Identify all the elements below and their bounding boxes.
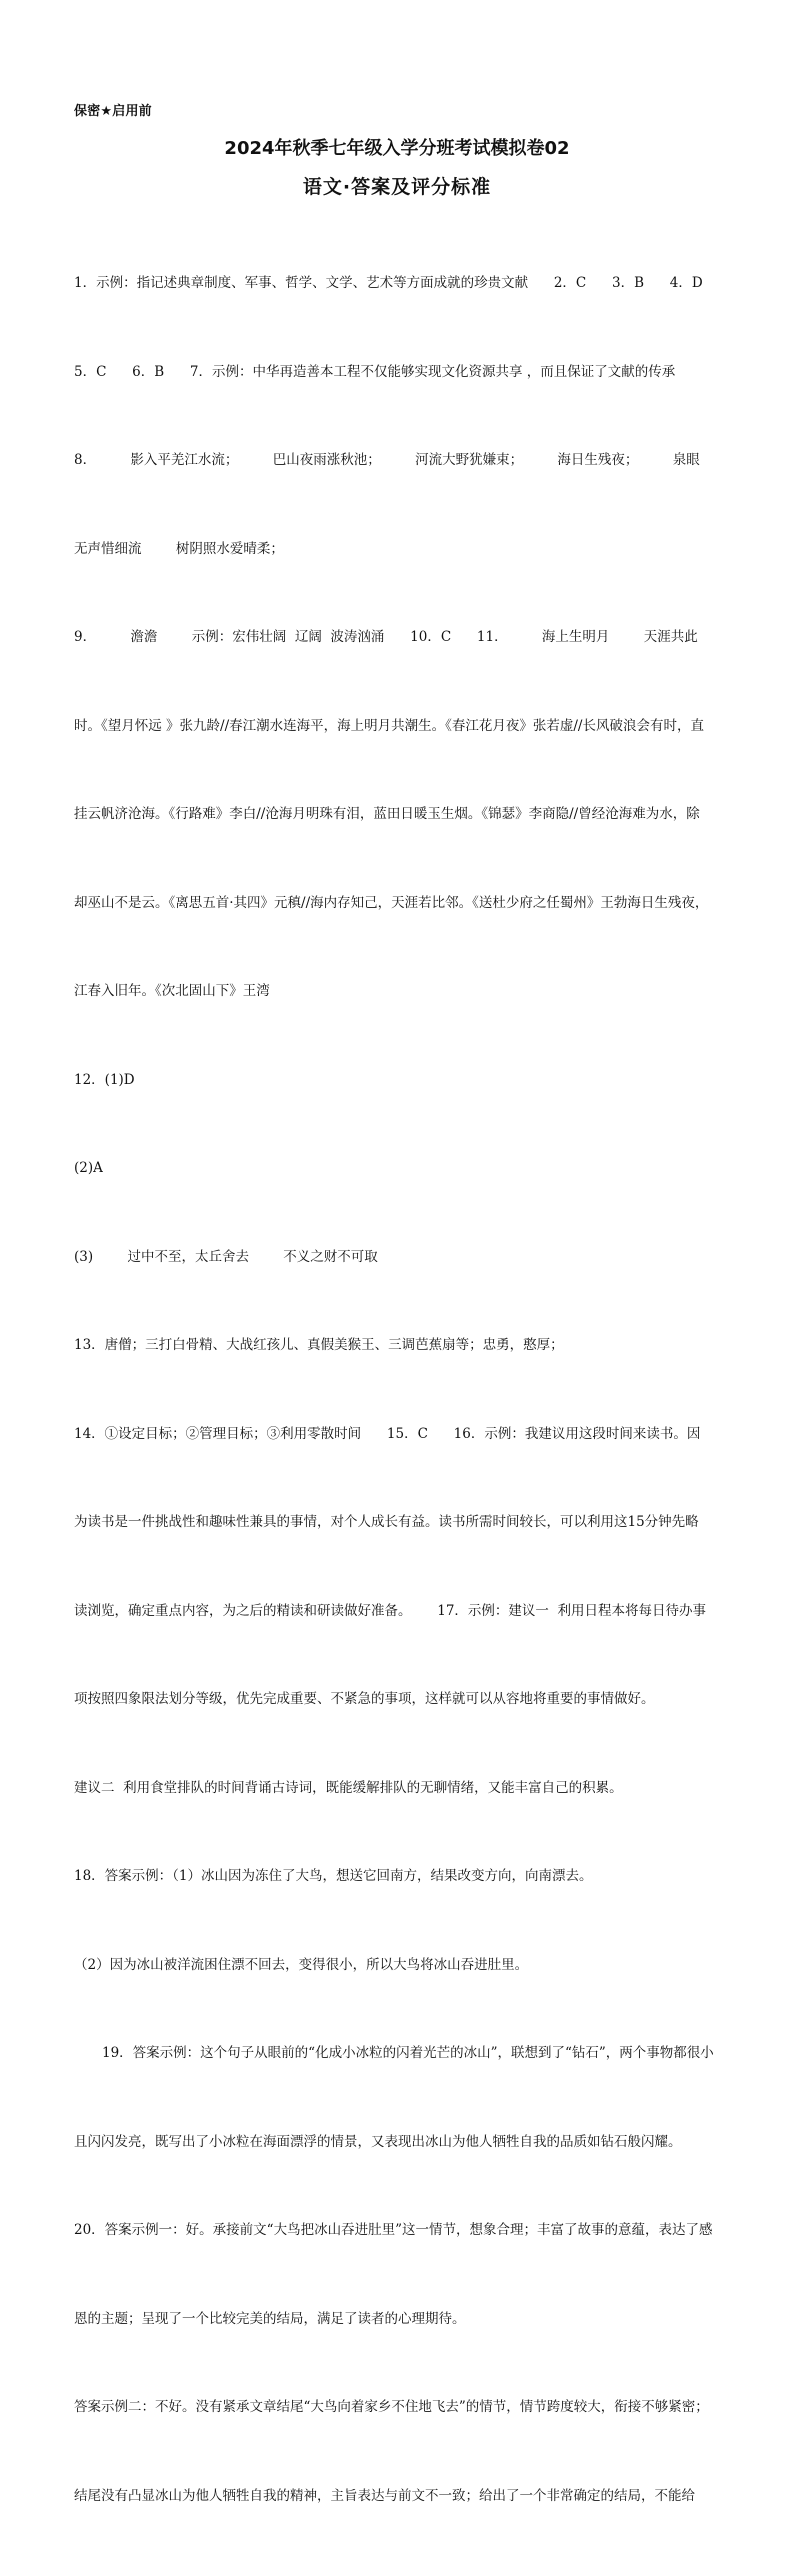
answer-line: 建议二 利用食堂排队的时间背诵古诗词，既能缓解排队的无聊情绪，又能丰富自己的积累。 — [74, 1779, 623, 1796]
answer-line: 恩的主题；呈现了一个比较完美的结局，满足了读者的心理期待。 — [74, 2310, 466, 2327]
answer-line: 20．答案示例一：好。承接前文“大鸟把冰山吞进肚里”这一情节，想象合理；丰富了故事的意蕴，表达了感 — [74, 2222, 713, 2238]
answer-line: （2）因为冰山被洋流困住漂不回去，变得很小，所以大鸟将冰山吞进肚里。 — [74, 1956, 529, 1973]
answer-line: 9． 澹澹 示例：宏伟壮阔 辽阔 波涛汹涌 10．C 11． 海上生明月 天涯共此 — [74, 629, 698, 645]
answer-line: 时。《望月怀远 》张九龄//春江潮水连海平，海上明月共潮生。《春江花月夜》张若虚//长风破浪会有时，直 — [74, 717, 704, 734]
answer-line: 为读书是一件挑战性和趣味性兼具的事情，对个人成长有益。读书所需时间较长，可以利用这15分钟先略 — [74, 1514, 699, 1530]
confidential-label: 保密★启用前 — [74, 104, 152, 119]
answer-line: 无声惜细流 树阴照水爱晴柔； — [74, 540, 284, 557]
answer-line: 1．示例：指记述典章制度、军事、哲学、文学、艺术等方面成就的珍贵文献 2．C 3．B 4．D — [74, 275, 703, 291]
answer-line: 18．答案示例：（1）冰山因为冻住了大鸟，想送它回南方，结果改变方向，向南漂去。 — [74, 1868, 593, 1884]
answer-line: 12．(1)D — [74, 1071, 135, 1088]
answer-subtitle: 语文·答案及评分标准 — [302, 176, 492, 198]
answer-line: 8． 影入平羌江水流； 巴山夜雨涨秋池； 河流大野犹嫌束； 海日生残夜； 泉眼 — [74, 452, 700, 468]
answer-line: 且闪闪发亮，既写出了小冰粒在海面漂浮的情景，又表现出冰山为他人牺牲自我的品质如钻石般闪耀。 — [74, 2133, 682, 2150]
answer-body — [74, 210, 724, 2570]
answer-line: 13．唐僧；三打白骨精、大战红孩儿、真假美猴王、三调芭蕉扇等；忠勇，憨厚； — [74, 1337, 564, 1353]
exam-title: 2024年秋季七年级入学分班考试模拟卷02 — [224, 138, 570, 159]
answer-line: 5．C 6．B 7．示例：中华再造善本工程不仅能够实现文化资源共享 ，而且保证了文献的传承 — [74, 363, 676, 380]
answer-line: (2)A — [74, 1160, 103, 1176]
answer-line: 挂云帆济沧海。《行路难》李白//沧海月明珠有泪，蓝田日暖玉生烟。《锦瑟》李商隐//曾经沧海难为水，除 — [74, 806, 700, 822]
answer-line: 结尾没有凸显冰山为他人牺牲自我的精神，主旨表达与前文不一致；给出了一个非常确定的结局，不能给 — [74, 2487, 695, 2504]
answer-line: 19．答案示例：这个句子从眼前的“化成小冰粒的闪着光芒的冰山”，联想到了“钻石”，两个事物都很小 — [102, 2045, 714, 2061]
answer-line: 读浏览，确定重点内容，为之后的精读和研读做好准备。 17．示例：建议一 利用日程本将每日待办事 — [74, 1602, 707, 1619]
answer-line: 江春入旧年。《次北固山下》王湾 — [74, 983, 270, 999]
answer-line: 却巫山不是云。《离思五首·其四》元稹//海内存知己，天涯若比邻。《送杜少府之任蜀州》王勃海日生残夜， — [74, 894, 709, 911]
answer-line: (3) 过中不至，太丘舍去 不义之财不可取 — [74, 1248, 378, 1265]
answer-line: 14．①设定目标；②管理目标；③利用零散时间 15．C 16．示例：我建议用这段时间来读书。因 — [74, 1425, 701, 1442]
answer-line: 答案示例二：不好。没有紧承文章结尾“大鸟向着家乡不住地飞去”的情节，情节跨度较大，衔接不够紧密； — [74, 2399, 709, 2415]
answer-line: 项按照四象限法划分等级，优先完成重要、不紧急的事项，这样就可以从容地将重要的事情做好。 — [74, 1691, 655, 1707]
